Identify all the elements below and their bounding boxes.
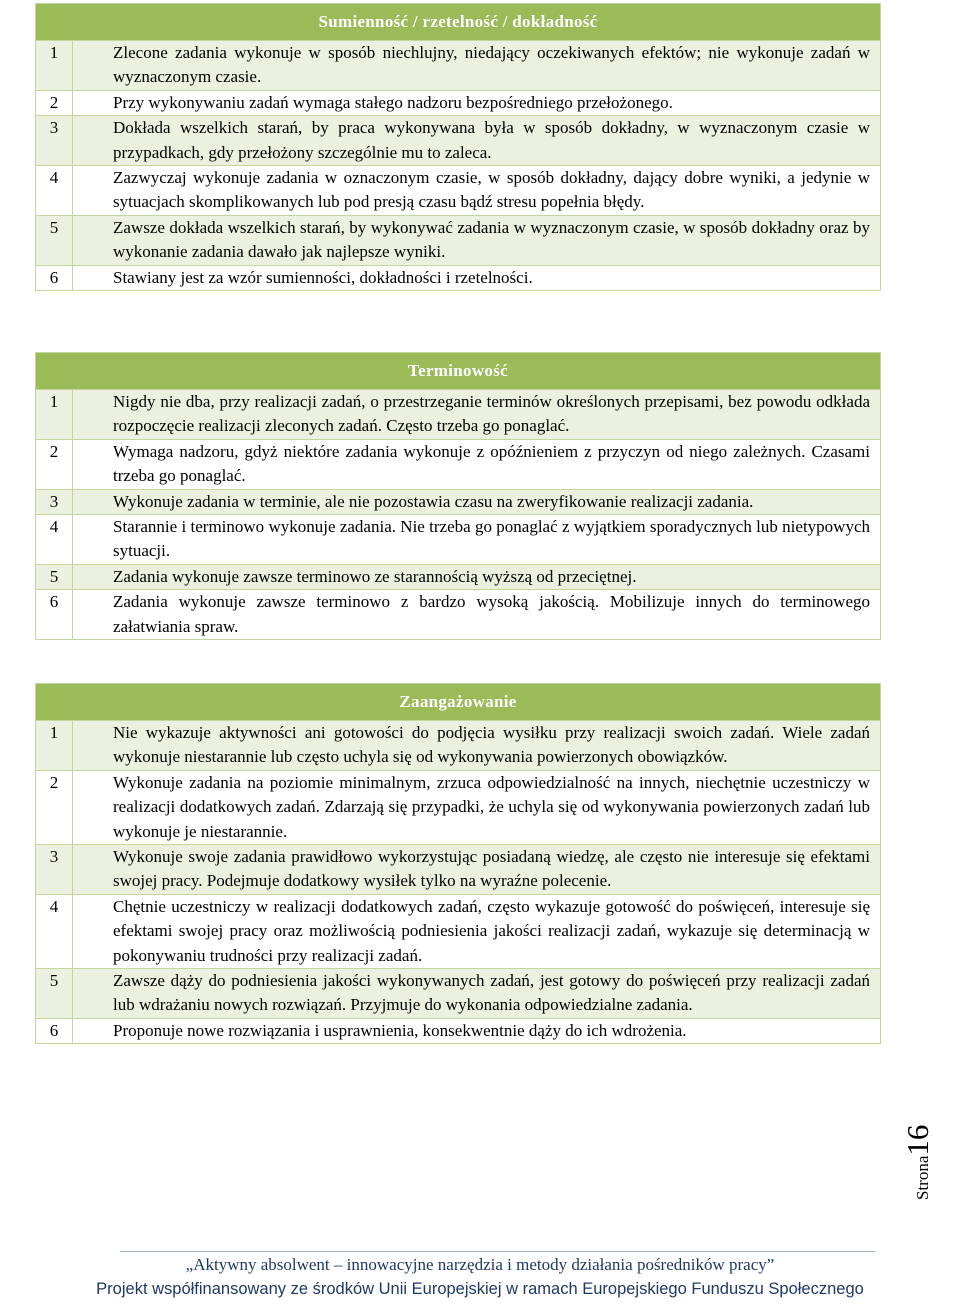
item-number: 4 — [36, 166, 73, 216]
item-text: Proponuje nowe rozwiązania i usprawnienia, konsekwentnie dąży do ich wdrożenia. — [73, 1018, 881, 1043]
table-row — [36, 721, 881, 771]
table-row — [36, 564, 881, 589]
section-title: Terminowość — [36, 353, 881, 390]
page-label-text: Strona — [913, 1155, 932, 1200]
table-row — [36, 515, 881, 565]
item-text: Zawsze dokłada wszelkich starań, by wykonywać zadania w wyznaczonym czasie, w sposób dokładny oraz by wykonanie zadania dawało jak najlepsze wyniki. — [73, 215, 881, 265]
item-text: Stawiany jest za wzór sumienności, dokładności i rzetelności. — [73, 265, 881, 290]
item-number: 4 — [36, 515, 73, 565]
table-row — [36, 41, 881, 91]
section-table — [35, 683, 881, 1044]
footer-project-title: „Aktywny absolwent – innowacyjne narzędzia i metody działania pośredników pracy” — [185, 1255, 775, 1274]
item-text: Zadania wykonuje zawsze terminowo ze starannością wyższą od przeciętnej. — [73, 564, 881, 589]
table-row — [36, 166, 881, 216]
table-row — [36, 1018, 881, 1043]
item-text: Nie wykazuje aktywności ani gotowości do podjęcia wysiłku przy realizacji swoich zadań. Wiele zadań wykonuje niestarannie lub często uchyla się od wykonywania powierzonych obowiązków. — [73, 721, 881, 771]
item-text: Nigdy nie dba, przy realizacji zadań, o przestrzeganie terminów określonych przepisami, bez powodu odkłada rozpoczęcie realizacji zleconych zadań. Często trzeba go ponaglać. — [73, 390, 881, 440]
table-row — [36, 845, 881, 895]
item-text: Dokłada wszelkich starań, by praca wykonywana była w sposób dokładny, w wyznaczonym czasie w przypadkach, gdy przełożony szczególnie mu to zaleca. — [73, 116, 881, 166]
table-row — [36, 390, 881, 440]
item-number: 2 — [36, 439, 73, 489]
section-table — [35, 3, 881, 291]
section-table — [35, 352, 881, 640]
item-text: Zlecone zadania wykonuje w sposób niechlujny, niedający oczekiwanych efektów; nie wykonuje zadań w wyznaczonym czasie. — [73, 41, 881, 91]
item-text: Starannie i terminowo wykonuje zadania. Nie trzeba go ponaglać z wyjątkiem sporadycznych lub nietypowych sytuacji. — [73, 515, 881, 565]
section-title: Sumienność / rzetelność / dokładność — [36, 4, 881, 41]
table-row — [36, 90, 881, 115]
item-number: 5 — [36, 564, 73, 589]
table-row — [36, 265, 881, 290]
section-title: Zaangażowanie — [36, 684, 881, 721]
item-number: 6 — [36, 1018, 73, 1043]
item-text: Przy wykonywaniu zadań wymaga stałego nadzoru bezpośredniego przełożonego. — [73, 90, 881, 115]
table-row — [36, 439, 881, 489]
item-number: 3 — [36, 845, 73, 895]
item-text: Wykonuje zadania w terminie, ale nie pozostawia czasu na zweryfikowanie realizacji zadania. — [73, 489, 881, 514]
item-text: Wymaga nadzoru, gdyż niektóre zadania wykonuje z opóźnieniem z przyczyn od niego zależnych. Czasami trzeba go ponaglać. — [73, 439, 881, 489]
table-row — [36, 590, 881, 640]
item-number: 2 — [36, 90, 73, 115]
item-number: 6 — [36, 590, 73, 640]
footer-funding-note: Projekt współfinansowany ze środków Unii Europejskiej w ramach Europejskiego Funduszu Społecznego — [96, 1280, 864, 1298]
item-number: 1 — [36, 721, 73, 771]
item-number: 5 — [36, 215, 73, 265]
item-number: 1 — [36, 41, 73, 91]
item-number: 5 — [36, 969, 73, 1019]
item-text: Wykonuje zadania na poziomie minimalnym, zrzuca odpowiedzialność na innych, niechętnie uczestniczy w realizacji dodatkowych zadań. Zdarzają się przypadki, że uchyla się od wykonywania powierzonych zadań lub wykonuje je niestarannie. — [73, 770, 881, 844]
table-row — [36, 116, 881, 166]
item-text: Chętnie uczestniczy w realizacji dodatkowych zadań, często wykazuje gotowość do poświęceń, interesuje się efektami swojej pracy oraz możliwością podniesienia jakości realizacji zadań, wykazuje się determinacją w pokonywaniu trudności przy realizacji zadań. — [73, 894, 881, 968]
table-row — [36, 770, 881, 844]
item-number: 4 — [36, 894, 73, 968]
item-text: Zawsze dąży do podniesienia jakości wykonywanych zadań, jest gotowy do poświęceń przy realizacji zadań lub wdrażaniu nowych rozwiązań. Przyjmuje do wykonania odpowiedzialne zadania. — [73, 969, 881, 1019]
page-number: 16 — [900, 1124, 935, 1156]
item-text: Wykonuje swoje zadania prawidłowo wykorzystując posiadaną wiedzę, ale często nie interesuje się efektami swojej pracy. Podejmuje dodatkowy wysiłek tylko na wyraźne polecenie. — [73, 845, 881, 895]
table-row — [36, 489, 881, 514]
item-number: 1 — [36, 390, 73, 440]
table-row — [36, 894, 881, 968]
item-number: 3 — [36, 489, 73, 514]
table-row — [36, 969, 881, 1019]
item-text: Zazwyczaj wykonuje zadania w oznaczonym czasie, w sposób dokładny, dający dobre wyniki, a jedynie w sytuacjach skomplikowanych lub pod presją czasu bądź stresu popełnia błędy. — [73, 166, 881, 216]
item-number: 2 — [36, 770, 73, 844]
item-number: 3 — [36, 116, 73, 166]
item-text: Zadania wykonuje zawsze terminowo z bardzo wysoką jakością. Mobilizuje innych do terminowego załatwiania spraw. — [73, 590, 881, 640]
item-number: 6 — [36, 265, 73, 290]
table-row — [36, 215, 881, 265]
footer-divider — [120, 1251, 875, 1252]
